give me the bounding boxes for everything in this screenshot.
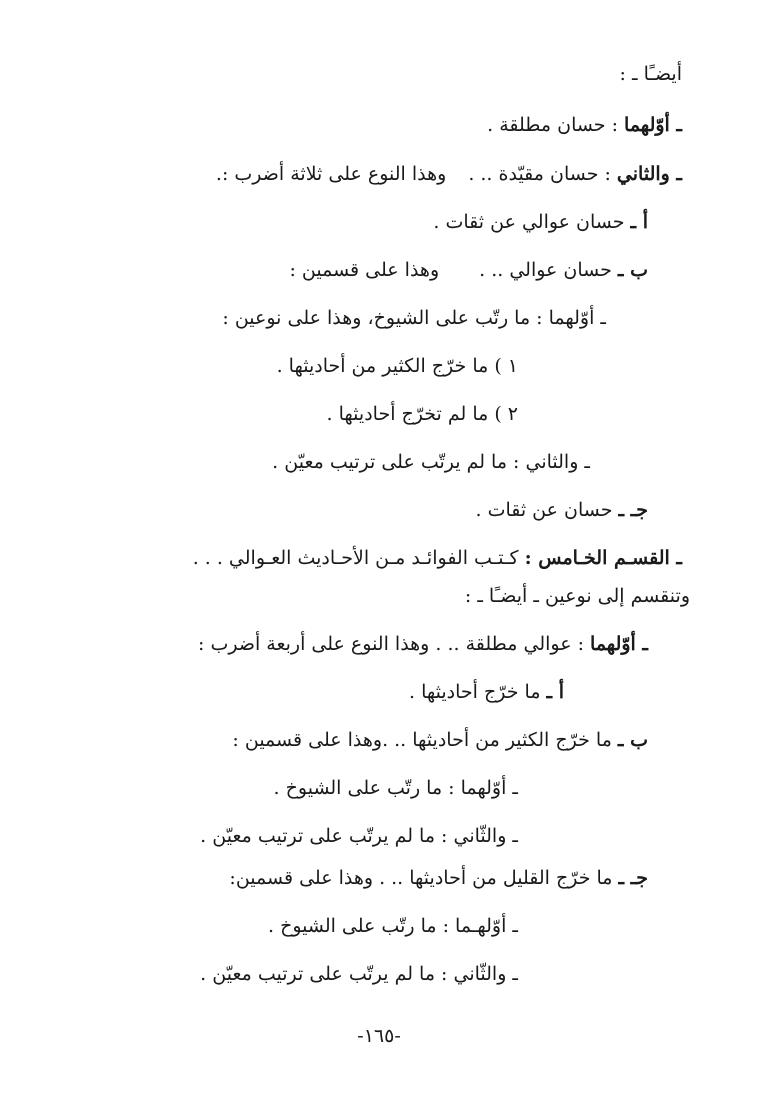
text-line: [327, 400, 518, 428]
line-lead: ـ القسـم الخـامس :: [524, 547, 682, 569]
text-line: [200, 822, 518, 850]
text-line: [433, 208, 648, 236]
line-lead: ـ والثاني: [616, 163, 682, 185]
line-text: ما خرّج القليل من أحاديثها .. . وهذا على قسمين:: [229, 867, 619, 889]
line-text: ٢ ) ما لم تخرّج أحاديثها .: [326, 403, 518, 425]
text-line: [216, 160, 682, 188]
line-text: حسان عن ثقات .: [475, 499, 619, 521]
line-text: ـ أوّلهـما : ما رتّب على الشيوخ .: [267, 915, 518, 937]
text-line: [200, 960, 518, 988]
text-line: [229, 864, 648, 892]
line-text: ما خرّج أحاديثها .: [409, 681, 547, 703]
line-text: ـ أوّلهما : ما رتّب على الشيوخ .: [273, 777, 518, 799]
line-text: ـ أوّلهما : ما رتّب على الشيوخ، وهذا على نوعين :: [222, 307, 606, 329]
text-line: [487, 111, 682, 139]
text-line: [193, 544, 682, 572]
line-text: : عوالي مطلقة .. . وهذا النوع على أربعة أضرب :: [198, 633, 591, 655]
text-line: [475, 496, 648, 524]
line-text: حسان عوالي .. .: [479, 259, 618, 281]
line-text: أيضـًا ـ :: [619, 63, 682, 85]
line-text: ـ والثّاني : ما لم يرتّب على ترتيب معيّن .: [200, 825, 518, 847]
text-line: [277, 352, 518, 380]
line-lead: جـ ـ: [618, 499, 648, 521]
text-line: [274, 774, 518, 802]
line-lead: ـ أوّلهما: [624, 114, 682, 136]
line-lead: أ ـ: [546, 681, 564, 703]
line-lead: أ ـ: [630, 211, 648, 233]
line-lead: ب ـ: [617, 729, 648, 751]
line-text: ١ ) ما خرّج الكثير من أحاديثها .: [276, 355, 518, 377]
line-text: : حسان مطلقة .: [487, 114, 625, 136]
line-text: ـ والثاني : ما لم يرتّب على ترتيب معيّن .: [272, 451, 590, 473]
text-line: [272, 448, 590, 476]
line-lead: ب ـ: [617, 259, 648, 281]
text-line: [465, 582, 690, 610]
line-text: حسان عوالي عن ثقات .: [433, 211, 631, 233]
text-line: [222, 304, 606, 332]
text-line: [620, 60, 682, 88]
line-text: ـ والثّاني : ما لم يرتّب على ترتيب معيّن .: [200, 963, 518, 985]
line-lead: ـ أوّلهما: [590, 633, 648, 655]
text-line: [268, 912, 518, 940]
line-text: وتنقسم إلى نوعين ـ أيضـًا ـ :: [464, 585, 690, 607]
page-number: -١٦٥-: [357, 1025, 401, 1047]
text-line: [198, 630, 648, 658]
line-text: ما خرّج الكثير من أحاديثها .. .وهذا على قسمين :: [232, 729, 618, 751]
text-line: [409, 678, 564, 706]
line-tail: وهذا النوع على ثلاثة أضرب :.: [215, 163, 447, 185]
line-text: : حسان مقيّدة .. .: [468, 163, 617, 185]
line-text: كـتـب الفوائـد مـن الأحـاديث العـوالي . . .: [192, 547, 525, 569]
line-tail: وهذا على قسمين :: [289, 259, 440, 281]
text-line: [232, 726, 648, 754]
line-lead: جـ ـ: [618, 867, 648, 889]
text-line: [289, 256, 648, 284]
